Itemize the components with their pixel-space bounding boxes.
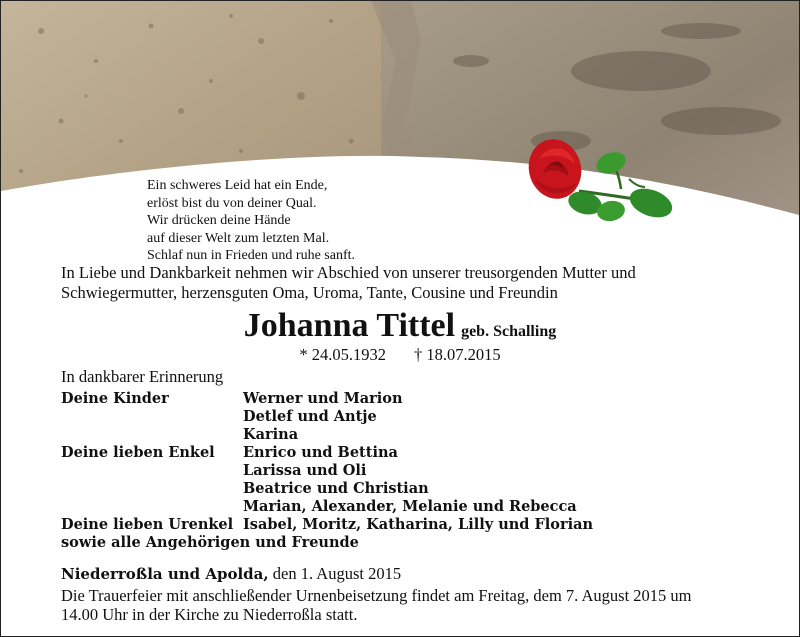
family-label: Deine lieben Urenkel xyxy=(61,516,234,533)
red-rose-icon xyxy=(519,129,689,229)
family-list xyxy=(61,390,593,552)
remembrance-text: In dankbarer Erinnerung xyxy=(61,367,224,386)
birth-name: geb. Schalling xyxy=(461,323,557,340)
family-names: Enrico und Bettina xyxy=(243,444,398,461)
poem-line: Ein schweres Leid hat ein Ende, xyxy=(147,178,328,193)
death-date: † 18.07.2015 xyxy=(414,345,501,364)
family-names: Werner und Marion xyxy=(243,390,403,407)
family-names: Isabel, Moritz, Katharina, Lilly und Florian xyxy=(243,516,594,533)
deceased-name: Johanna Tittel xyxy=(243,307,456,344)
intro-text xyxy=(61,263,761,303)
service-info xyxy=(61,586,771,624)
family-row xyxy=(61,390,593,408)
family-row xyxy=(61,498,593,516)
family-names: Beatrice und Christian xyxy=(243,480,429,497)
relatives-line: sowie alle Angehörigen und Freunde xyxy=(61,534,359,551)
family-row xyxy=(61,444,593,462)
deceased-name-line xyxy=(1,307,799,345)
family-row xyxy=(61,480,593,498)
place-location: Niederroßla und Apolda, xyxy=(61,565,269,583)
poem-line: Schlaf nun in Frieden und ruhe sanft. xyxy=(147,248,356,263)
family-label: Deine Kinder xyxy=(61,390,169,407)
poem-line: Wir drücken deine Hände xyxy=(147,213,291,228)
family-row xyxy=(61,426,593,444)
family-row xyxy=(61,462,593,480)
family-row xyxy=(61,516,593,534)
poem-line: erlöst bist du von deiner Qual. xyxy=(147,195,317,211)
service-line: 14.00 Uhr in der Kirche zu Niederroßla statt. xyxy=(61,605,358,624)
family-names: Larissa und Oli xyxy=(243,462,367,479)
family-names: Detlef und Antje xyxy=(243,408,377,425)
family-row xyxy=(61,408,593,426)
life-dates xyxy=(1,345,799,365)
service-line: Die Trauerfeier mit anschließender Urnenbeisetzung findet am Freitag, dem 7. August 2015 um xyxy=(61,586,692,605)
place-date: den 1. August 2015 xyxy=(268,564,402,583)
intro-line: In Liebe und Dankbarkeit nehmen wir Abschied von unserer treusorgenden Mutter und xyxy=(61,263,636,282)
poem xyxy=(147,177,355,265)
family-names: Marian, Alexander, Melanie und Rebecca xyxy=(243,498,577,515)
birth-date: * 24.05.1932 xyxy=(299,345,386,364)
family-names: Karina xyxy=(243,426,299,443)
intro-line: Schwiegermutter, herzensguten Oma, Uroma, Tante, Cousine und Freundin xyxy=(61,283,558,302)
poem-line: auf dieser Welt zum letzten Mal. xyxy=(147,230,330,246)
family-label: Deine lieben Enkel xyxy=(61,444,215,461)
place-date-line xyxy=(61,564,401,584)
